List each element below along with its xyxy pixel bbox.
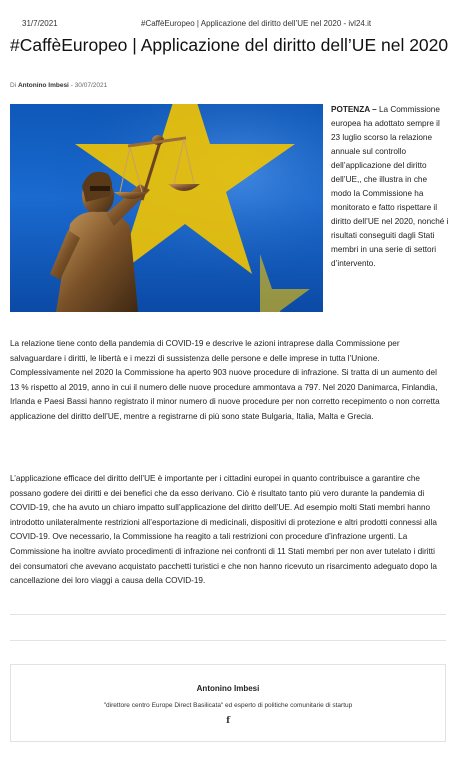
facebook-icon[interactable]: f bbox=[226, 716, 230, 726]
divider bbox=[10, 640, 446, 641]
author-box bbox=[10, 664, 446, 742]
print-header bbox=[0, 19, 458, 31]
hero-image bbox=[10, 104, 323, 312]
justice-statue-image bbox=[10, 104, 323, 312]
byline-prefix: Di bbox=[10, 82, 17, 89]
divider bbox=[10, 614, 446, 615]
intro-place: POTENZA – bbox=[331, 105, 377, 114]
byline-separator: - bbox=[70, 82, 73, 89]
article-paragraph-2: L’applicazione efficace del diritto dell’UE è importante per i cittadini europei in quanto contribuisce a garantire che possano godere dei diritti e dei benefici che da esso derivano. Ciò è risultato tanto più vero durante la pandemia di COVID-19, che ha avuto un chiaro impatto sull’applicazione del diritto dell’UE. Ad esempio molti Stati membri hanno introdotto unilateralmente restrizioni all’esportazione di medicinali, dispositivi di protezione e altri prodotti connessi alla COVID-19. Ove necessario, la Commissione ha reagito a tali restrizioni con procedure d’infrazione urgenti. La Commissione ha inoltre avviato procedimenti di infrazione nei confronti di 11 Stati membri per non aver tutelato i diritti dei consumatori che avevano acquistato pacchetti turistici e che non hanno ricevuto un risarcimento adeguato dopo la cancellazione dei loro viaggi a causa della COVID-19. bbox=[10, 474, 437, 586]
author-box-bio: "direttore centro Europe Direct Basilicata" ed esperto di politiche comunitarie di startup bbox=[103, 702, 353, 709]
article-title: #CaffèEuropeo | Applicazione del diritto dell’UE nel 2020 bbox=[10, 35, 449, 55]
print-date: 31/7/2021 bbox=[22, 19, 58, 28]
byline-date: 30/07/2021 bbox=[74, 82, 108, 89]
print-doc-title: #CaffèEuropeo | Applicazione del diritto dell’UE nel 2020 - ivl24.it bbox=[141, 19, 372, 28]
author-box-name[interactable]: Antonino Imbesi bbox=[196, 684, 260, 693]
intro-text: La Commissione europea ha adottato sempre il 23 luglio scorso la relazione annuale sul controllo dell’applicazione del diritto dell’UE,, che illustra in che modo la Commissione ha monitorato e fatto rispettare il diritto dell’UE nel 2020, nonché i risultati conseguiti dagli Stati membri in una serie di settori d’intervento. bbox=[331, 105, 449, 268]
byline-author-link[interactable]: Antonino Imbesi bbox=[17, 82, 69, 89]
intro-paragraph bbox=[331, 103, 449, 271]
article-paragraph-1: La relazione tiene conto della pandemia di COVID-19 e descrive le azioni intraprese dalla Commissione per salvaguardare i diritti, le libertà e i mezzi di sussistenza delle persone e delle imprese in tutta l’Unione. Complessivamente nel 2020 la Commissione ha aperto 903 nuove procedure di infrazione. Si tratta di un aumento del 13 % rispetto al 2019, anno in cui il numero delle nuove procedure ammontava a 797. Nel 2020 Danimarca, Finlandia, Irlanda e Paesi Bassi hanno registrato il minor numero di nuove procedure per non corretto recepimento o non corretta applicazione del diritto dell’UE, mentre a registrarne di più sono state Bulgaria, Italia, Malta e Grecia. bbox=[10, 339, 440, 421]
byline bbox=[10, 82, 107, 89]
